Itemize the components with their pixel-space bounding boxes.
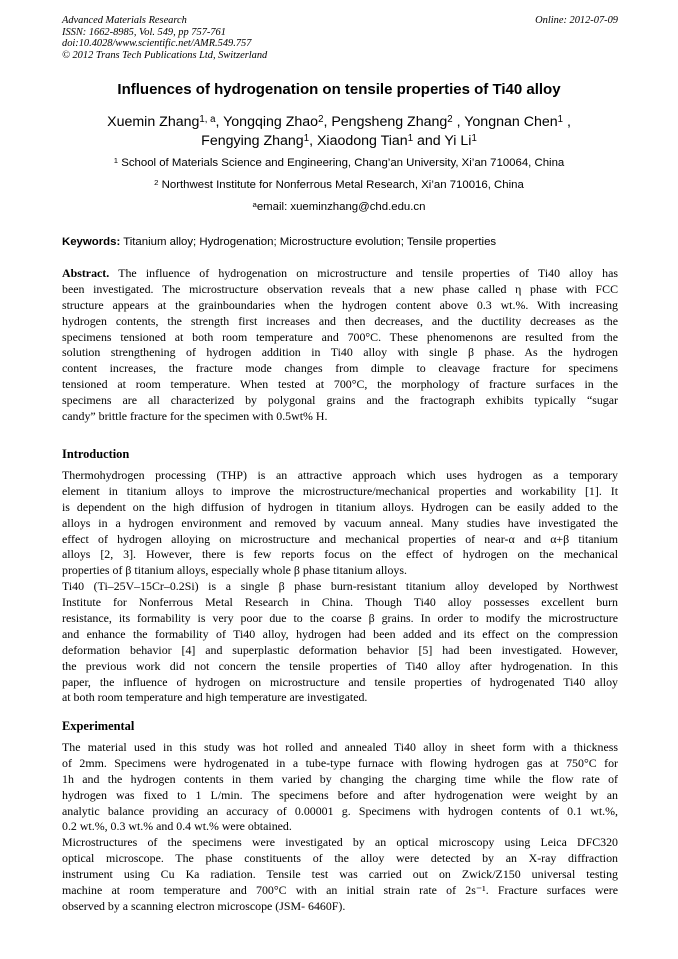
affiliation-mark: a [252, 199, 257, 209]
author-affiliation-mark: 1 [407, 132, 414, 144]
experimental-body [62, 740, 618, 915]
affiliation-text: School of Materials Science and Engineering, Chang’an University, Xi’an 710064, China [118, 157, 565, 169]
paper-title: Influences of hydrogenation on tensile properties of Ti40 alloy [117, 81, 561, 98]
abstract-line [62, 266, 618, 282]
author-separator: , [452, 114, 465, 130]
author-name: Yongnan Chen [464, 114, 558, 130]
experimental-line: Microstructures of the specimens were investigated by an optical microscopy using Leica DFC320 [62, 835, 618, 850]
abstract-line: specimens tensioned at both room temperature and 700°C. These phenomenons are resulted from the [62, 329, 618, 344]
intro-line: Thermohydrogen processing (THP) is an attractive approach which uses hydrogen as a temporary [62, 468, 618, 482]
abstract-line: structure appears at the grainboundaries when the hydrogen content above 0.3 wt.%. With increasing [62, 297, 618, 312]
online-date: Online: 2012-07-09 [535, 15, 618, 26]
experimental-line: machine at room temperature and 700°C with an initial strain rate of 2s⁻¹. Fracture surfaces were [62, 883, 618, 898]
abstract-line: been investigated. The microstructure observation reveals that a new phase called η phase with FCC [62, 281, 618, 296]
intro-line: and enhance the formability of Ti40 alloy, hydrogen had been added and its effect on the compression [62, 626, 618, 641]
experimental-line: analytic balance providing an accuracy of 0.00001 g. Specimens with hydrogen contents of 0.1 wt.%, [62, 803, 618, 818]
experimental-line: The material used in this study was hot rolled and annealed Ti40 alloy in sheet form with a thickness [62, 740, 618, 754]
author-affiliation-mark: 1 [471, 132, 477, 144]
experimental-line: 0.2 wt.%, 0.3 wt.% and 0.4 wt.% were obtained. [62, 819, 292, 834]
abstract-line: candy” brittle fracture for the specimen with 0.5wt% H. [62, 409, 328, 424]
author-separator: , [563, 114, 571, 130]
journal-name: Advanced Materials Research [62, 15, 187, 26]
author-list [40, 113, 638, 151]
experimental-line: instrument using Cu Ka radiation. Tensile test was carried out on Zwick/Z150 universal testing [62, 867, 618, 882]
email-text: email: xueminzhang@chd.edu.cn [256, 201, 426, 213]
journal-doi: doi:10.4028/www.scientific.net/AMR.549.757 [62, 38, 252, 50]
abstract-line: specimens are all characterized by polygonal grains and the fractograph exhibits typically “sugar [62, 393, 618, 408]
intro-line: alloys in a hydrogen environment and removed by vacuum anneal. Many studies have investigated the [62, 515, 618, 530]
journal-issn: ISSN: 1662-8985, Vol. 549, pp 757-761 [62, 26, 226, 38]
experimental-line: optical microscope. The phase constituents of the alloy were detected by an X-ray diffraction [62, 851, 618, 866]
affiliation-1 [20, 156, 658, 170]
author-name: Yi Li [444, 133, 472, 149]
abstract-line: solution strengthening of hydrogen addition in Ti40 alloy with single β phase. As the hydrogen [62, 345, 618, 360]
affiliation-text: Northwest Institute for Nonferrous Metal Research, Xi’an 710016, China [158, 179, 524, 191]
abstract-line: content increases, the fracture mode changes from dimple to cleavage fracture for specimens [62, 361, 618, 376]
keywords [62, 235, 618, 249]
intro-line: resistance, its formability is very poor due to the coarse β grains. In order to modify the microstructure [62, 611, 618, 626]
affiliation-mark: 2 [154, 177, 159, 187]
author-affiliation-mark: 1 [557, 113, 563, 125]
abstract-label: Abstract. [62, 266, 110, 280]
author-name: Xuemin Zhang [107, 114, 200, 130]
author-affiliation-mark: 2 [447, 113, 453, 125]
author-separator: , [215, 114, 224, 130]
affiliation-2 [20, 178, 658, 192]
experimental-line: hydrogen was fixed to 1 L/min. The specimens before and after hydrogenation were weight by an [62, 787, 618, 802]
intro-line: at both room temperature and high temperature are investigated. [62, 690, 368, 705]
keywords-label: Keywords: [62, 236, 121, 248]
intro-line: paper, the influence of hydrogen on microstructure and tensile properties of hydrogenated Ti40 alloy [62, 674, 618, 689]
intro-line: alloys [2, 3]. However, there is few reports focus on the effect of hydrogen on the mechanical [62, 547, 618, 562]
introduction-body [62, 468, 618, 706]
intro-line: Institute for Nonferrous Metal Research in China. Though Ti40 alloy possesses excellent burn [62, 595, 618, 610]
journal-header [62, 15, 618, 61]
abstract-line: tensioned at room temperature. When tested at 700°C, the morphology of fracture surfaces in the [62, 377, 618, 392]
experimental-line: observed by a scanning electron microscope (JSM- 6460F). [62, 898, 346, 913]
abstract-text: The influence of hydrogenation on microstructure and tensile properties of Ti40 alloy has [109, 266, 618, 280]
author-separator: and [413, 133, 445, 149]
abstract-line: hydrogen contents, the strength first increases and then decreases, and the ductility decreases as the [62, 313, 618, 328]
author-email [20, 200, 658, 214]
experimental-heading: Experimental [62, 719, 135, 733]
keywords-text: Titanium alloy; Hydrogenation; Microstructure evolution; Tensile properties [120, 236, 497, 248]
experimental-line: 1h and the hydrogen contents in them varied by changing the charging time while the flow rate of [62, 771, 618, 786]
author-row-2 [40, 132, 638, 151]
intro-line: is dependent on the high diffusion of hydrogen in titanium alloys. Hydrogen can be easily added to the [62, 499, 618, 514]
author-affiliation-mark: 1 [303, 132, 310, 144]
intro-line: deformation behavior [4] and superplastic deformation behavior [5] had been investigated. However, [62, 642, 618, 657]
author-name: Pengsheng Zhang [331, 114, 448, 130]
abstract [62, 266, 618, 425]
author-name: Fengying Zhang [201, 133, 304, 149]
journal-copyright: © 2012 Trans Tech Publications Ltd, Switzerland [62, 49, 268, 61]
affiliation-mark: 1 [113, 155, 119, 165]
author-separator: , [323, 114, 332, 130]
author-row-1 [40, 113, 638, 132]
author-name: Xiaodong Tian [316, 133, 408, 149]
intro-line: properties of β titanium alloys, especially whole β phase titanium alloys. [62, 563, 407, 578]
intro-line: the previous work did not concern the tensile properties of Ti40 alloy after hydrogenation. In this [62, 658, 618, 673]
intro-line: Ti40 (Ti–25V–15Cr–0.2Si) is a single β phase burn-resistant titanium alloy developed by Northwest [62, 579, 618, 594]
author-separator: , [309, 133, 317, 149]
introduction-heading: Introduction [62, 447, 130, 461]
author-name: Yongqing Zhao [223, 114, 319, 130]
intro-line: element in titanium alloys to improve the microstructure/mechanical properties and workability [1]. It [62, 483, 618, 498]
intro-line: effect of hydrogen alloying on microstructure and mechanical properties of near-α and α+β titanium [62, 531, 618, 546]
experimental-line: of 2mm. Specimens were hydrogenated in a tube-type furnace with flowing hydrogen gas at 750°C for [62, 755, 618, 770]
author-affiliation-mark: 2 [318, 113, 324, 125]
author-affiliation-mark: 1, a [199, 113, 216, 125]
